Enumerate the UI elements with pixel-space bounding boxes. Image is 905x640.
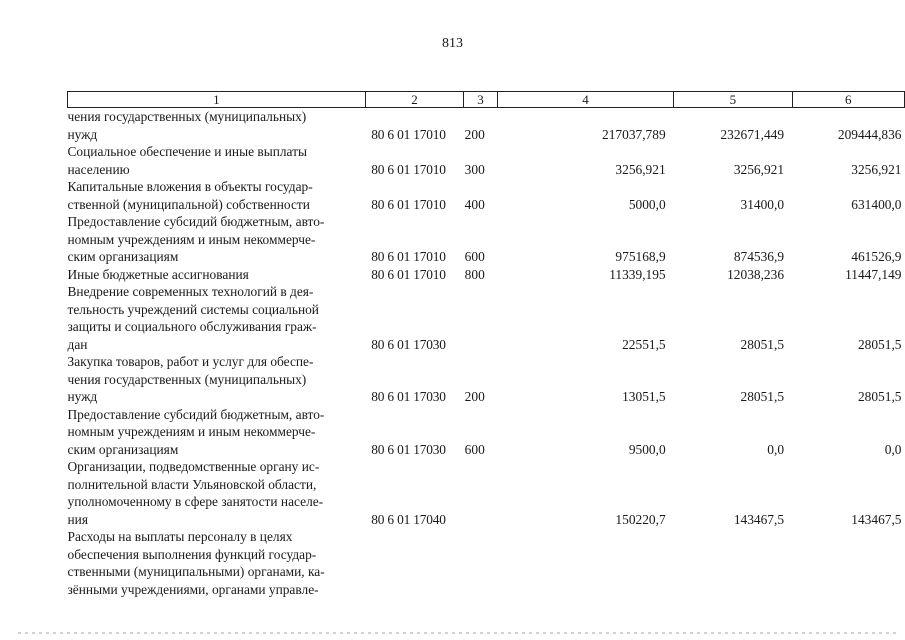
row-value-col6: 0,0 — [884, 441, 902, 457]
row-value-col5: 28051,5 — [740, 389, 785, 404]
row-name-cell — [68, 458, 366, 528]
row-value-col5 — [674, 528, 792, 598]
row-name-cell — [68, 213, 366, 266]
row-name-line: ственными (муниципальными) органами, ка- — [67, 564, 325, 579]
row-value-col6: 143467,5 — [851, 511, 902, 527]
row-code-cell: 80 6 01 17030 — [371, 336, 446, 352]
column-header-3: 3 — [464, 92, 498, 108]
row-name-line: ским организациям — [67, 249, 179, 264]
table-row — [68, 353, 905, 406]
row-name-line: Капитальные вложения в объекты государ- — [67, 179, 313, 194]
column-header-5: 5 — [674, 92, 792, 108]
row-value-col5: 232671,449 — [720, 126, 785, 142]
row-value-col6: 631400,0 — [851, 196, 902, 212]
column-header-4: 4 — [497, 92, 673, 108]
row-expense-type-cell: 300 — [464, 161, 485, 177]
row-value-col6: 11447,149 — [845, 266, 902, 282]
column-header-6: 6 — [792, 92, 904, 108]
row-name-line: зёнными учреждениями, органами управле- — [67, 581, 319, 597]
row-name-line: тельность учреждений системы социальной — [67, 301, 319, 317]
row-name-line: Организации, подведомственные органу ис- — [67, 459, 320, 474]
row-expense-type-cell — [464, 528, 498, 598]
row-code-cell: 80 6 01 17010 — [371, 266, 446, 282]
row-code-cell: 80 6 01 17040 — [371, 511, 446, 527]
row-name-cell — [68, 143, 366, 178]
table-row — [68, 108, 905, 144]
table-row — [68, 406, 905, 459]
row-value-col6: 28051,5 — [857, 336, 902, 352]
row-name-line: Закупка товаров, работ и услуг для обеспе- — [67, 354, 314, 369]
row-name-cell — [68, 528, 366, 598]
row-value-col6: 28051,5 — [857, 389, 902, 404]
row-value-col5: 28051,5 — [740, 336, 785, 352]
row-expense-type-cell: 800 — [464, 266, 485, 282]
row-value-col6: 3256,921 — [851, 161, 902, 177]
row-name-line: номным учреждениям и иным некоммерче- — [67, 424, 316, 439]
budget-table — [67, 91, 905, 598]
row-code-cell: 80 6 01 17010 — [371, 161, 446, 177]
table-body — [68, 108, 905, 599]
page-number: 813 — [442, 36, 463, 51]
row-name-line: Расходы на выплаты персоналу в целях — [67, 529, 293, 544]
row-name-line: защиты и социального обслуживания граж- — [67, 319, 317, 334]
row-value-col4 — [497, 528, 673, 598]
row-name-line: ским организациям — [67, 441, 179, 457]
row-name-cell — [68, 406, 366, 459]
row-expense-type-cell — [464, 458, 498, 528]
row-expense-type-cell: 600 — [464, 441, 485, 457]
scan-edge-noise — [18, 632, 898, 634]
row-expense-type-cell: 200 — [464, 389, 485, 404]
row-name-line: Предоставление субсидий бюджетным, авто- — [67, 406, 325, 422]
row-name-cell — [68, 353, 366, 406]
row-name-line: полнительной власти Ульяновской области, — [67, 476, 317, 492]
row-expense-type-cell: 600 — [464, 249, 485, 264]
row-name-line: уполномоченному в сфере занятости населе- — [67, 494, 324, 509]
table-row — [68, 213, 905, 266]
row-value-col6: 461526,9 — [851, 249, 902, 264]
row-name-line: Иные бюджетные ассигнования — [67, 266, 249, 282]
row-name-line: дан — [67, 336, 88, 352]
table-row — [68, 178, 905, 213]
row-code-cell — [365, 528, 463, 598]
row-value-col4: 150220,7 — [615, 511, 666, 527]
row-name-line: чения государственных (муниципальных) — [67, 109, 307, 124]
row-expense-type-cell — [464, 283, 498, 353]
row-expense-type-cell: 400 — [464, 196, 485, 212]
column-header-2: 2 — [365, 92, 463, 108]
row-code-cell: 80 6 01 17010 — [371, 196, 446, 212]
row-name-line: ственной (муниципальной) собственности — [67, 196, 310, 212]
row-name-line: Предоставление субсидий бюджетным, авто- — [67, 214, 325, 229]
row-name-line: ния — [67, 511, 88, 527]
row-name-cell — [68, 266, 366, 284]
row-name-line: Социальное обеспечение и иные выплаты — [67, 144, 308, 159]
row-code-cell: 80 6 01 17010 — [371, 126, 446, 142]
table-header-row — [68, 92, 905, 108]
row-value-col4: 217037,789 — [602, 126, 666, 142]
table-row — [68, 458, 905, 528]
row-code-cell: 80 6 01 17030 — [371, 389, 446, 404]
row-value-col4: 5000,0 — [628, 196, 666, 212]
row-name-cell — [68, 178, 366, 213]
table-row — [68, 528, 905, 598]
row-name-line: нужд — [67, 126, 98, 142]
row-value-col4: 11339,195 — [609, 266, 666, 282]
table-row — [68, 266, 905, 284]
row-value-col5: 143467,5 — [733, 511, 785, 527]
table-row — [68, 143, 905, 178]
row-code-cell: 80 6 01 17010 — [371, 249, 446, 264]
row-name-line: номным учреждениям и иным некоммерче- — [67, 231, 316, 247]
row-value-col6 — [792, 528, 904, 598]
row-value-col5: 0,0 — [767, 441, 785, 457]
row-name-cell — [68, 108, 366, 144]
row-name-cell — [68, 283, 366, 353]
row-code-cell: 80 6 01 17030 — [371, 441, 446, 457]
row-value-col4: 3256,921 — [615, 161, 666, 177]
row-expense-type-cell: 200 — [464, 126, 485, 142]
row-value-col5: 12038,236 — [727, 266, 785, 282]
row-value-col4: 13051,5 — [622, 389, 666, 404]
row-value-col5: 3256,921 — [733, 161, 785, 177]
row-name-line: нужд — [67, 389, 98, 404]
row-name-line: чения государственных (муниципальных) — [67, 371, 307, 387]
table-row — [68, 283, 905, 353]
row-value-col4: 9500,0 — [628, 441, 666, 457]
column-header-1: 1 — [68, 92, 366, 108]
row-value-col6: 209444,836 — [837, 126, 902, 142]
row-name-line: Внедрение современных технологий в дея- — [67, 284, 314, 299]
row-name-line: населению — [67, 161, 130, 177]
row-value-col4: 975168,9 — [615, 249, 666, 264]
row-value-col5: 31400,0 — [740, 196, 785, 212]
row-value-col5: 874536,9 — [733, 249, 785, 264]
row-value-col4: 22551,5 — [622, 336, 666, 352]
row-name-line: обеспечения выполнения функций государ- — [67, 546, 317, 562]
